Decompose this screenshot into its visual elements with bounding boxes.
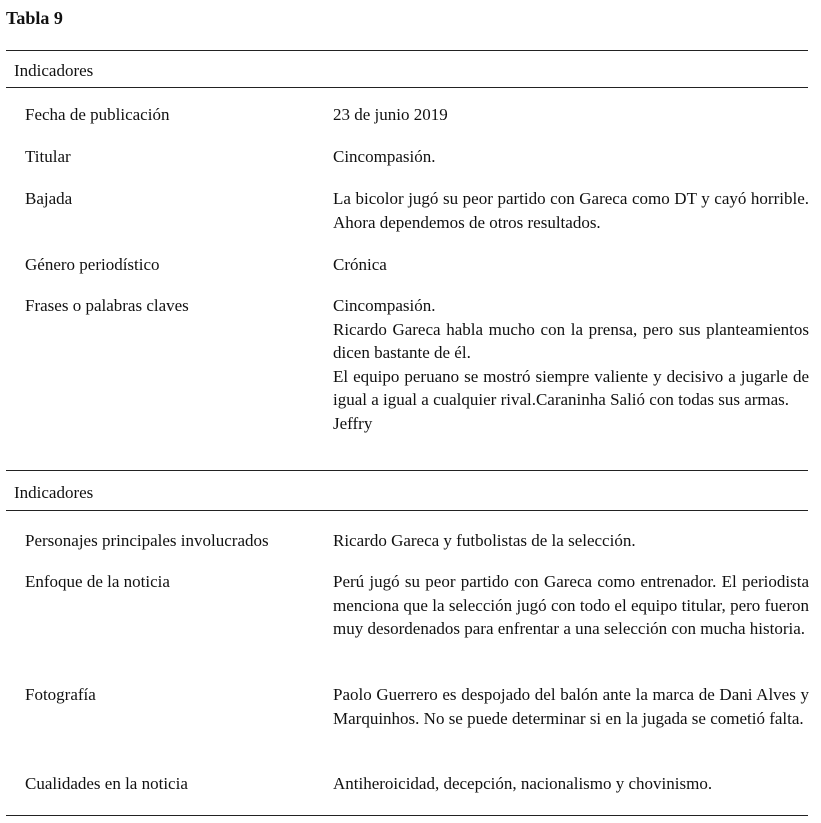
label-enfoque: Enfoque de la noticia (25, 572, 170, 591)
value-fotografia: Paolo Guerrero es despojado del balón ante la marca de Dani Alves y Marquinhos. No se puede determinar si en la jugada se cometió falta. (333, 685, 809, 728)
value-cualidades: Antiheroicidad, decepción, nacionalismo y chovinismo. (333, 774, 713, 793)
value-enfoque: Perú jugó su peor partido con Gareca como entrenador. El periodista menciona que la selección jugó con todo el equipo titular, pero fueron muy desordenados para enfrentar a una selección con mucha historia. (333, 572, 809, 638)
value-titular: Cincompasión. (333, 147, 436, 166)
frase-line: Ricardo Gareca habla mucho con la prensa, pero sus planteamientos dicen bastante de él. (333, 319, 809, 362)
frase-line: Cincompasión. (333, 296, 436, 315)
header-rule (6, 510, 808, 511)
label-bajada: Bajada (25, 189, 73, 208)
label-fecha: Fecha de publicación (25, 105, 170, 124)
bottom-rule (6, 815, 808, 816)
label-fotografia: Fotografía (25, 685, 96, 704)
label-genero: Género periodístico (25, 255, 160, 274)
value-frases (333, 294, 809, 435)
section-header: Indicadores (14, 483, 94, 502)
section-header: Indicadores (14, 61, 94, 80)
frase-line: Jeffry (333, 413, 373, 433)
section-rule (6, 470, 808, 471)
label-frases: Frases o palabras claves (25, 296, 189, 315)
value-personajes: Ricardo Gareca y futbolistas de la selección. (333, 531, 636, 550)
value-genero: Crónica (333, 255, 387, 274)
label-titular: Titular (25, 147, 71, 166)
label-personajes: Personajes principales involucrados (25, 531, 269, 550)
value-fecha: 23 de junio 2019 (333, 105, 448, 124)
frase-line: El equipo peruano se mostró siempre valiente y decisivo a jugarle de igual a igual a cualquier rival.Caraninha Salió con todas sus armas. (333, 366, 809, 409)
top-rule (6, 50, 808, 51)
value-bajada: La bicolor jugó su peor partido con Gareca como DT y cayó horrible. Ahora dependemos de otros resultados. (333, 189, 809, 232)
table-caption: Tabla 9 (6, 8, 63, 28)
header-rule (6, 87, 808, 88)
label-cualidades: Cualidades en la noticia (25, 774, 188, 793)
